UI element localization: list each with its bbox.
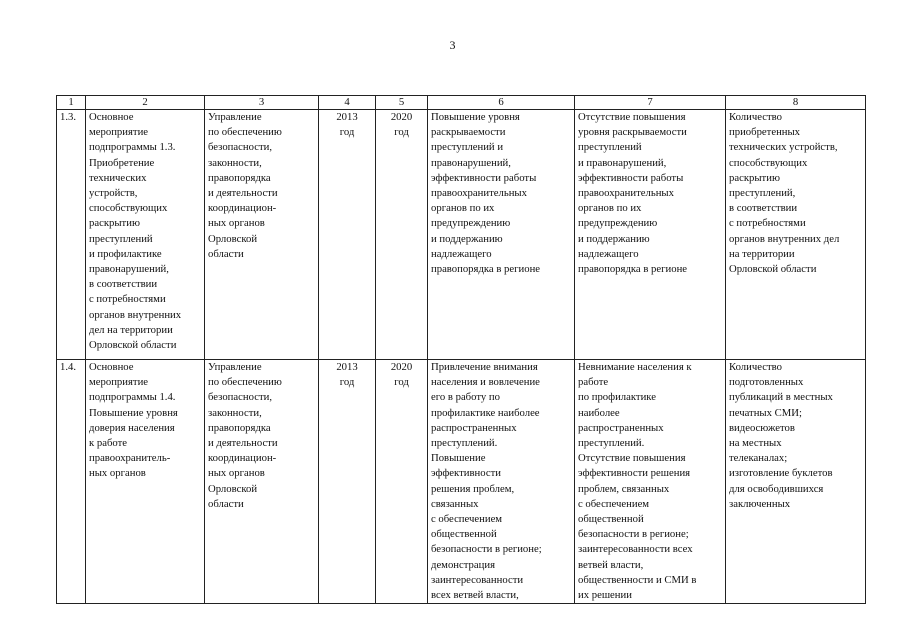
indicator-cell: Количество подготовленных публикаций в местных печатных СМИ; видеосюжетов на местных телеканалах; изготовление буклетов для освободившихся заключенных (726, 360, 866, 604)
consequence-cell: Невнимание населения к работе по профилактике наиболее распространенных преступлений. Отсутствие повышения эффективности решения проблем, связанных с обеспечением общественной безопасности в регионе; заинтересованности всех ветвей власти, общественности и СМИ в их решении (575, 360, 726, 604)
measure-cell: Основное мероприятие подпрограммы 1.4. Повышение уровня доверия населения к работе правоохранитель- ных органов (86, 360, 205, 604)
expected-result-cell: Привлечение внимания населения и вовлечение его в работу по профилактике наиболее распространенных преступлений. Повышение эффективности решения проблем, связанных с обеспечением общественной безопасности в регионе; демонстрация заинтересованности всех ветвей власти, (428, 360, 575, 604)
column-header: 3 (205, 96, 319, 110)
program-table (56, 95, 866, 604)
column-header: 8 (726, 96, 866, 110)
start-year-cell: 2013 год (319, 360, 376, 604)
column-header: 4 (319, 96, 376, 110)
column-header: 6 (428, 96, 575, 110)
column-header: 2 (86, 96, 205, 110)
column-header: 5 (376, 96, 428, 110)
executor-cell: Управление по обеспечению безопасности, законности, правопорядка и деятельности координацион- ных органов Орловской области (205, 110, 319, 360)
table-row (57, 360, 866, 604)
end-year-cell: 2020 год (376, 110, 428, 360)
expected-result-cell: Повышение уровня раскрываемости преступлений и правонарушений, эффективности работы правоохранительных органов по их предупреждению и поддержанию надлежащего правопорядка в регионе (428, 110, 575, 360)
row-number: 1.4. (57, 360, 86, 604)
page-number: 3 (449, 38, 456, 52)
end-year-cell: 2020 год (376, 360, 428, 604)
column-header: 1 (57, 96, 86, 110)
start-year-cell: 2013 год (319, 110, 376, 360)
consequence-cell: Отсутствие повышения уровня раскрываемости преступлений и правонарушений, эффективности работы правоохранительных органов по их предупреждению и поддержанию надлежащего правопорядка в регионе (575, 110, 726, 360)
measure-cell: Основное мероприятие подпрограммы 1.3. Приобретение технических устройств, способствующих раскрытию преступлений и профилактике правонарушений, в соответствии с потребностями органов внутренних дел на территории Орловской области (86, 110, 205, 360)
table-header-row (57, 96, 866, 110)
column-header: 7 (575, 96, 726, 110)
indicator-cell: Количество приобретенных технических устройств, способствующих раскрытию преступлений, в соответствии с потребностями органов внутренних дел на территории Орловской области (726, 110, 866, 360)
table-row (57, 110, 866, 360)
executor-cell: Управление по обеспечению безопасности, законности, правопорядка и деятельности координацион- ных органов Орловской области (205, 360, 319, 604)
row-number: 1.3. (57, 110, 86, 360)
